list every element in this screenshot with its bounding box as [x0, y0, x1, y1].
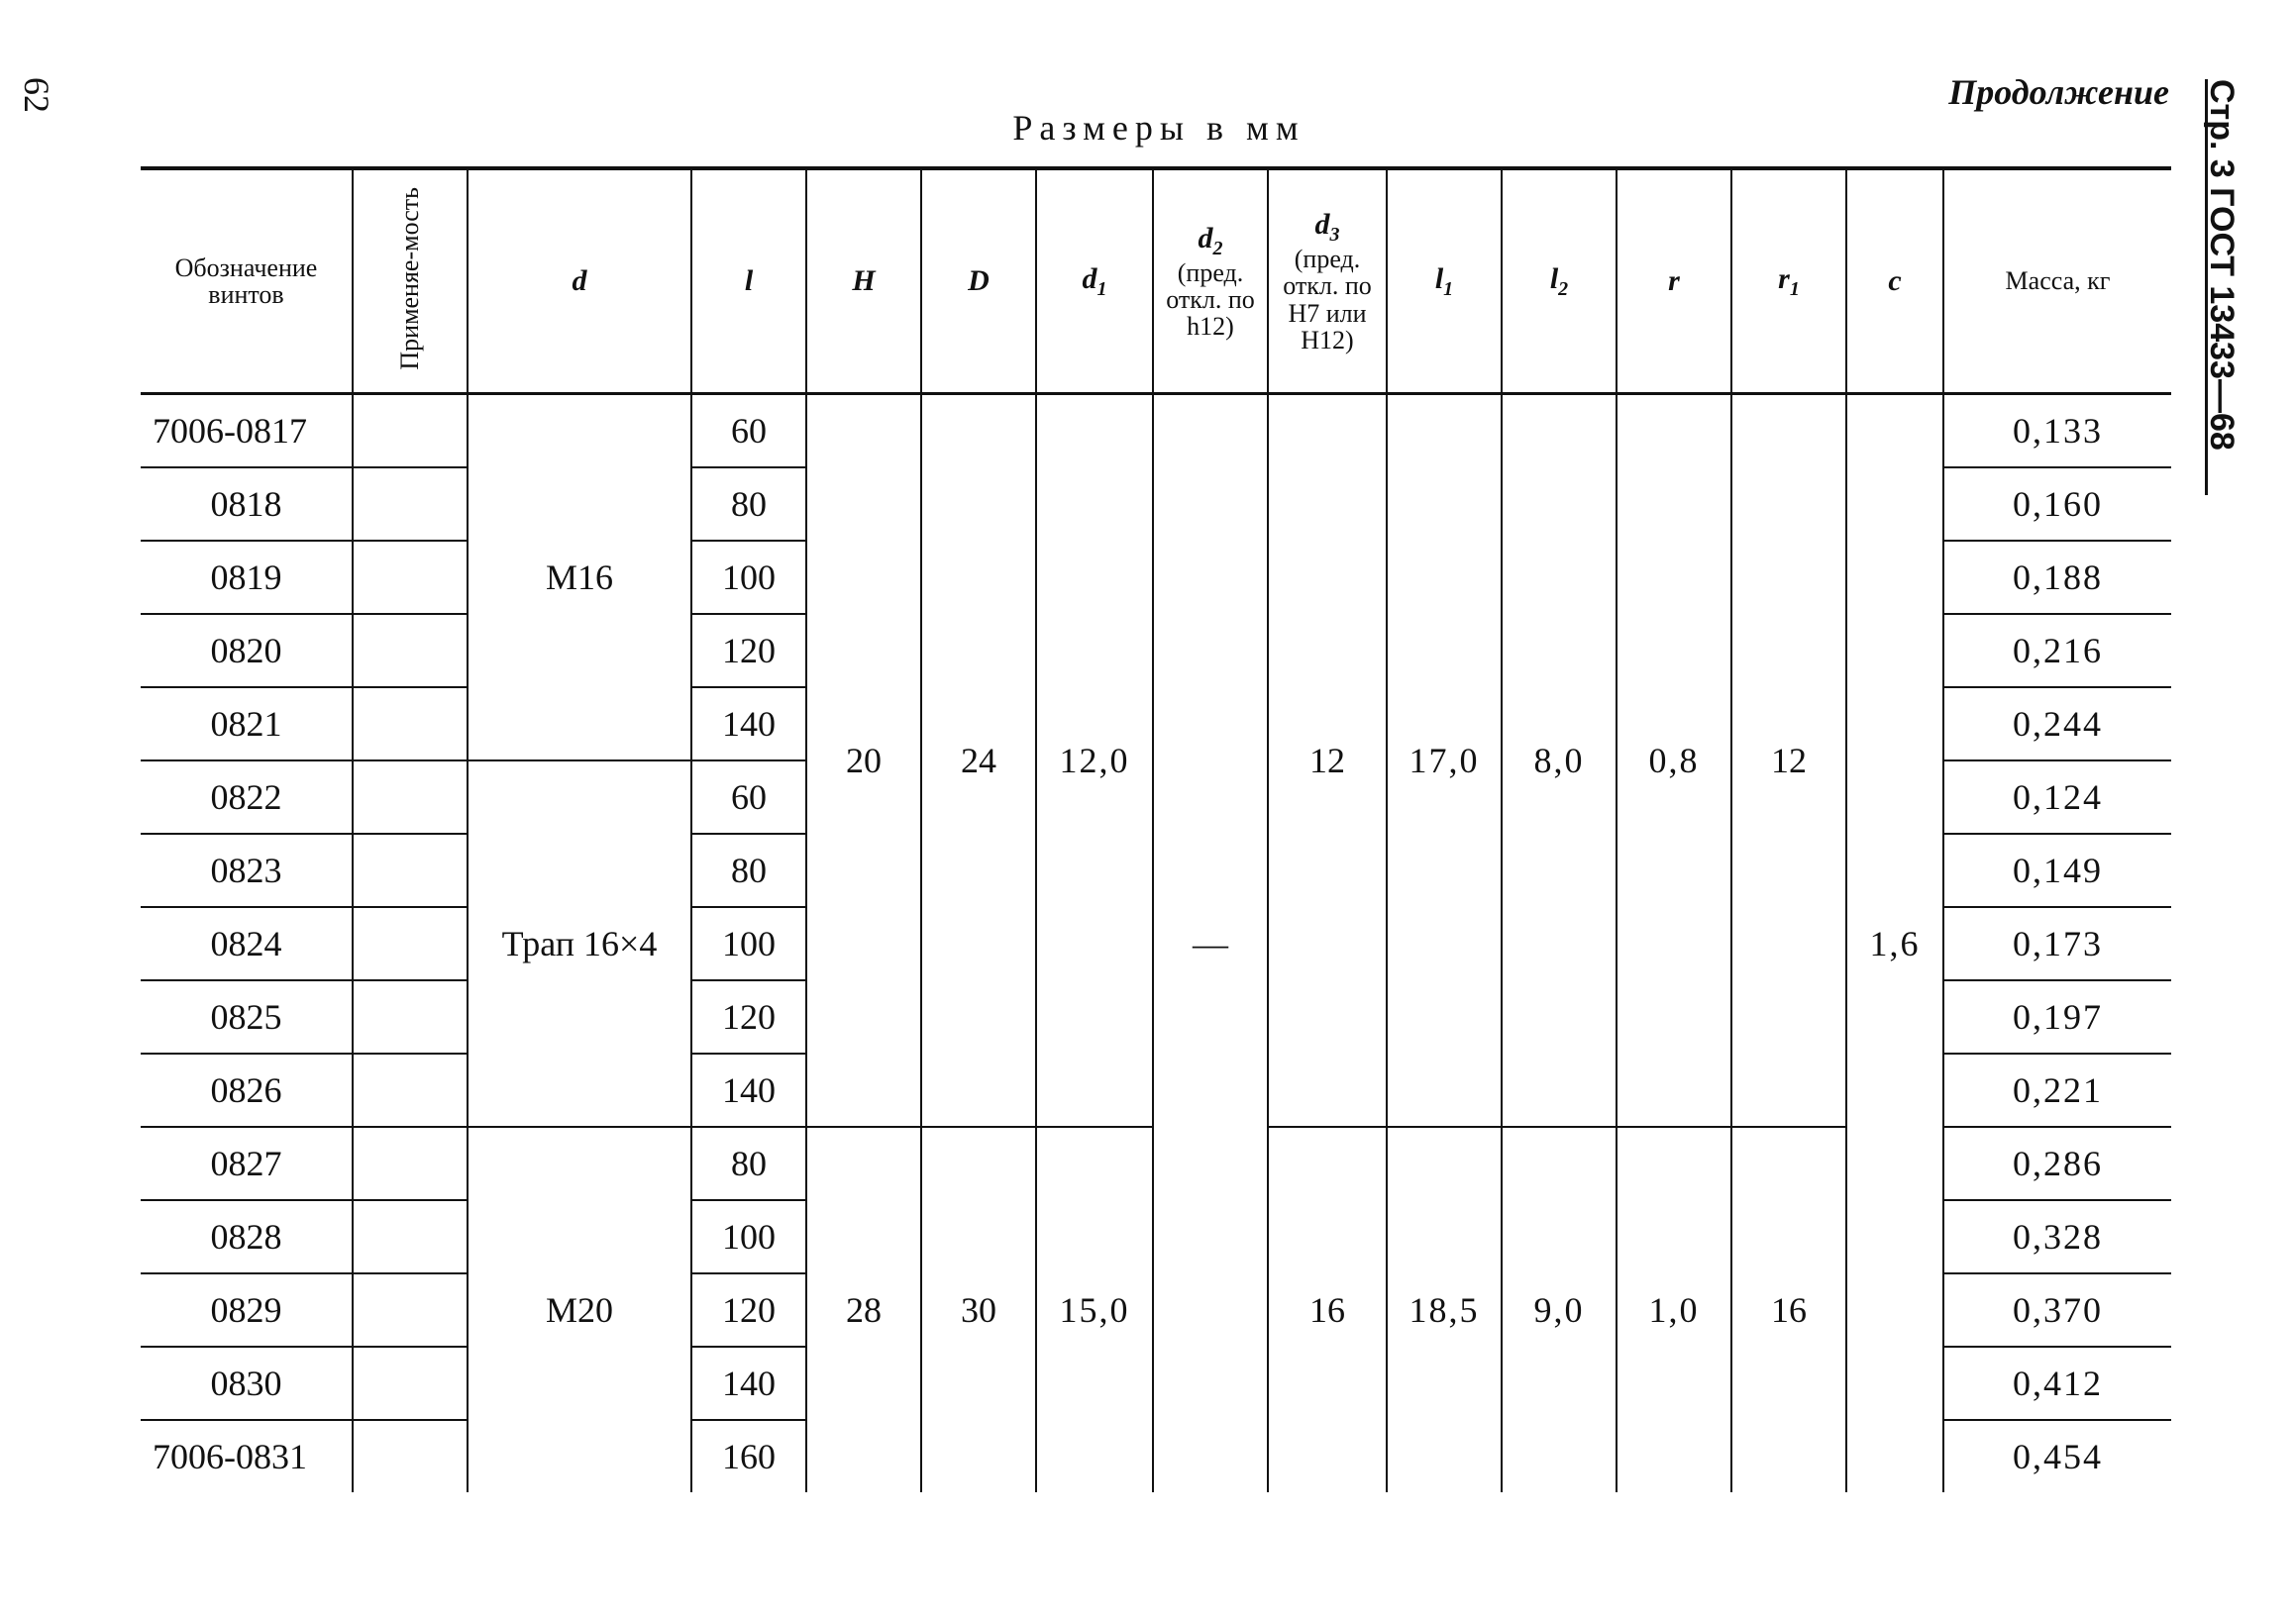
D-cell: 30	[921, 1127, 1036, 1492]
header-d3: $d_3$ (пред. откл. по H7 или H12)	[1268, 168, 1387, 394]
designation-cell: 0830	[141, 1347, 353, 1420]
units-title: Размеры в мм	[1012, 108, 1305, 148]
designation-cell: 7006-0817	[141, 394, 353, 468]
length-cell: 160	[691, 1420, 806, 1492]
header-designation: Обозначение винтов	[141, 168, 353, 394]
mass-cell: 0,244	[1943, 687, 2171, 760]
designation-cell: 0820	[141, 614, 353, 687]
mass-cell: 0,188	[1943, 541, 2171, 614]
applicability-cell	[353, 760, 468, 834]
designation-cell: 0819	[141, 541, 353, 614]
mass-cell: 0,149	[1943, 834, 2171, 907]
applicability-cell	[353, 907, 468, 980]
designation-cell: 0828	[141, 1200, 353, 1273]
designation-cell: 7006-0831	[153, 1437, 307, 1476]
mass-cell: 0,286	[1943, 1127, 2171, 1200]
applicability-cell	[353, 394, 468, 468]
thread-cell: M16	[468, 394, 691, 761]
c-cell: 1,6	[1846, 394, 1943, 1493]
applicability-cell	[353, 1054, 468, 1127]
page-number: 62	[17, 77, 56, 113]
l1-cell: 18,5	[1387, 1127, 1502, 1492]
header-D: D	[921, 168, 1036, 394]
designation-cell: 0827	[141, 1127, 353, 1200]
applicability-cell	[353, 467, 468, 541]
continuation-label: Продолжение	[1948, 72, 2169, 112]
mass-cell: 0,160	[1943, 467, 2171, 541]
r-cell: 0,8	[1617, 394, 1731, 1128]
applicability-cell	[353, 687, 468, 760]
r-cell: 1,0	[1617, 1127, 1731, 1492]
thread-cell: Трап 16×4	[468, 760, 691, 1127]
header-applicability: Применяе-мость	[353, 168, 468, 394]
applicability-cell	[353, 614, 468, 687]
d1-cell: 12,0	[1036, 394, 1153, 1128]
applicability-cell	[353, 541, 468, 614]
length-cell: 100	[691, 1200, 806, 1273]
d2-cell: —	[1153, 394, 1268, 1493]
header-r: r	[1617, 168, 1731, 394]
r1-cell: 16	[1731, 1127, 1846, 1492]
d3-cell: 12	[1268, 394, 1387, 1128]
mass-cell: 0,124	[1943, 760, 2171, 834]
dimensions-table	[141, 166, 2171, 1492]
designation-cell: 0818	[141, 467, 353, 541]
length-cell: 120	[691, 1273, 806, 1347]
length-cell: 140	[691, 687, 806, 760]
d3-cell: 16	[1268, 1127, 1387, 1492]
designation-cell: 0826	[141, 1054, 353, 1127]
applicability-cell	[353, 1200, 468, 1273]
mass-cell: 0,133	[1943, 394, 2171, 468]
length-cell: 80	[691, 467, 806, 541]
D-cell: 24	[921, 394, 1036, 1128]
header-H: H	[806, 168, 921, 394]
applicability-cell	[353, 1420, 468, 1492]
header-row	[141, 168, 2171, 394]
length-cell: 60	[691, 760, 806, 834]
header-d1: $d_1$	[1036, 168, 1153, 394]
H-cell: 28	[806, 1127, 921, 1492]
header-r1: $r_1$	[1731, 168, 1846, 394]
side-header	[2203, 79, 2244, 515]
length-cell: 140	[691, 1347, 806, 1420]
header-l1: $l_1$	[1387, 168, 1502, 394]
thread-cell: M20	[468, 1127, 691, 1492]
length-cell: 80	[691, 1127, 806, 1200]
applicability-cell	[353, 1347, 468, 1420]
side-header-text: Стр. 3 ГОСТ 13433—68	[2203, 79, 2241, 451]
header-l2: $l_2$	[1502, 168, 1617, 394]
designation-cell: 0821	[141, 687, 353, 760]
length-cell: 80	[691, 834, 806, 907]
length-cell: 60	[691, 394, 806, 468]
l1-cell: 17,0	[1387, 394, 1502, 1128]
table-row	[141, 394, 2171, 468]
H-cell: 20	[806, 394, 921, 1128]
designation-cell: 0829	[141, 1273, 353, 1347]
length-cell: 140	[691, 1054, 806, 1127]
applicability-cell	[353, 834, 468, 907]
header-d2: $d_2$ (пред. откл. по h12)	[1153, 168, 1268, 394]
length-cell: 100	[691, 541, 806, 614]
l2-cell: 8,0	[1502, 394, 1617, 1128]
mass-cell: 0,173	[1943, 907, 2171, 980]
mass-cell: 0,216	[1943, 614, 2171, 687]
header-l: l	[691, 168, 806, 394]
r1-cell: 12	[1731, 394, 1846, 1128]
applicability-cell	[353, 1273, 468, 1347]
mass-cell: 0,412	[1943, 1347, 2171, 1420]
mass-cell: 0,221	[1943, 1054, 2171, 1127]
mass-cell: 0,197	[1943, 980, 2171, 1054]
designation-cell: 0822	[141, 760, 353, 834]
header-d: d	[468, 168, 691, 394]
mass-cell: 0,370	[1943, 1273, 2171, 1347]
header-mass: Масса, кг	[1943, 168, 2171, 394]
designation-cell: 0824	[141, 907, 353, 980]
applicability-cell	[353, 1127, 468, 1200]
designation-cell: 0823	[141, 834, 353, 907]
l2-cell: 9,0	[1502, 1127, 1617, 1492]
mass-cell: 0,454	[1943, 1420, 2171, 1492]
mass-cell: 0,328	[1943, 1200, 2171, 1273]
length-cell: 120	[691, 614, 806, 687]
header-c: c	[1846, 168, 1943, 394]
length-cell: 100	[691, 907, 806, 980]
d1-cell: 15,0	[1036, 1127, 1153, 1492]
length-cell: 120	[691, 980, 806, 1054]
applicability-cell	[353, 980, 468, 1054]
designation-cell: 0825	[141, 980, 353, 1054]
